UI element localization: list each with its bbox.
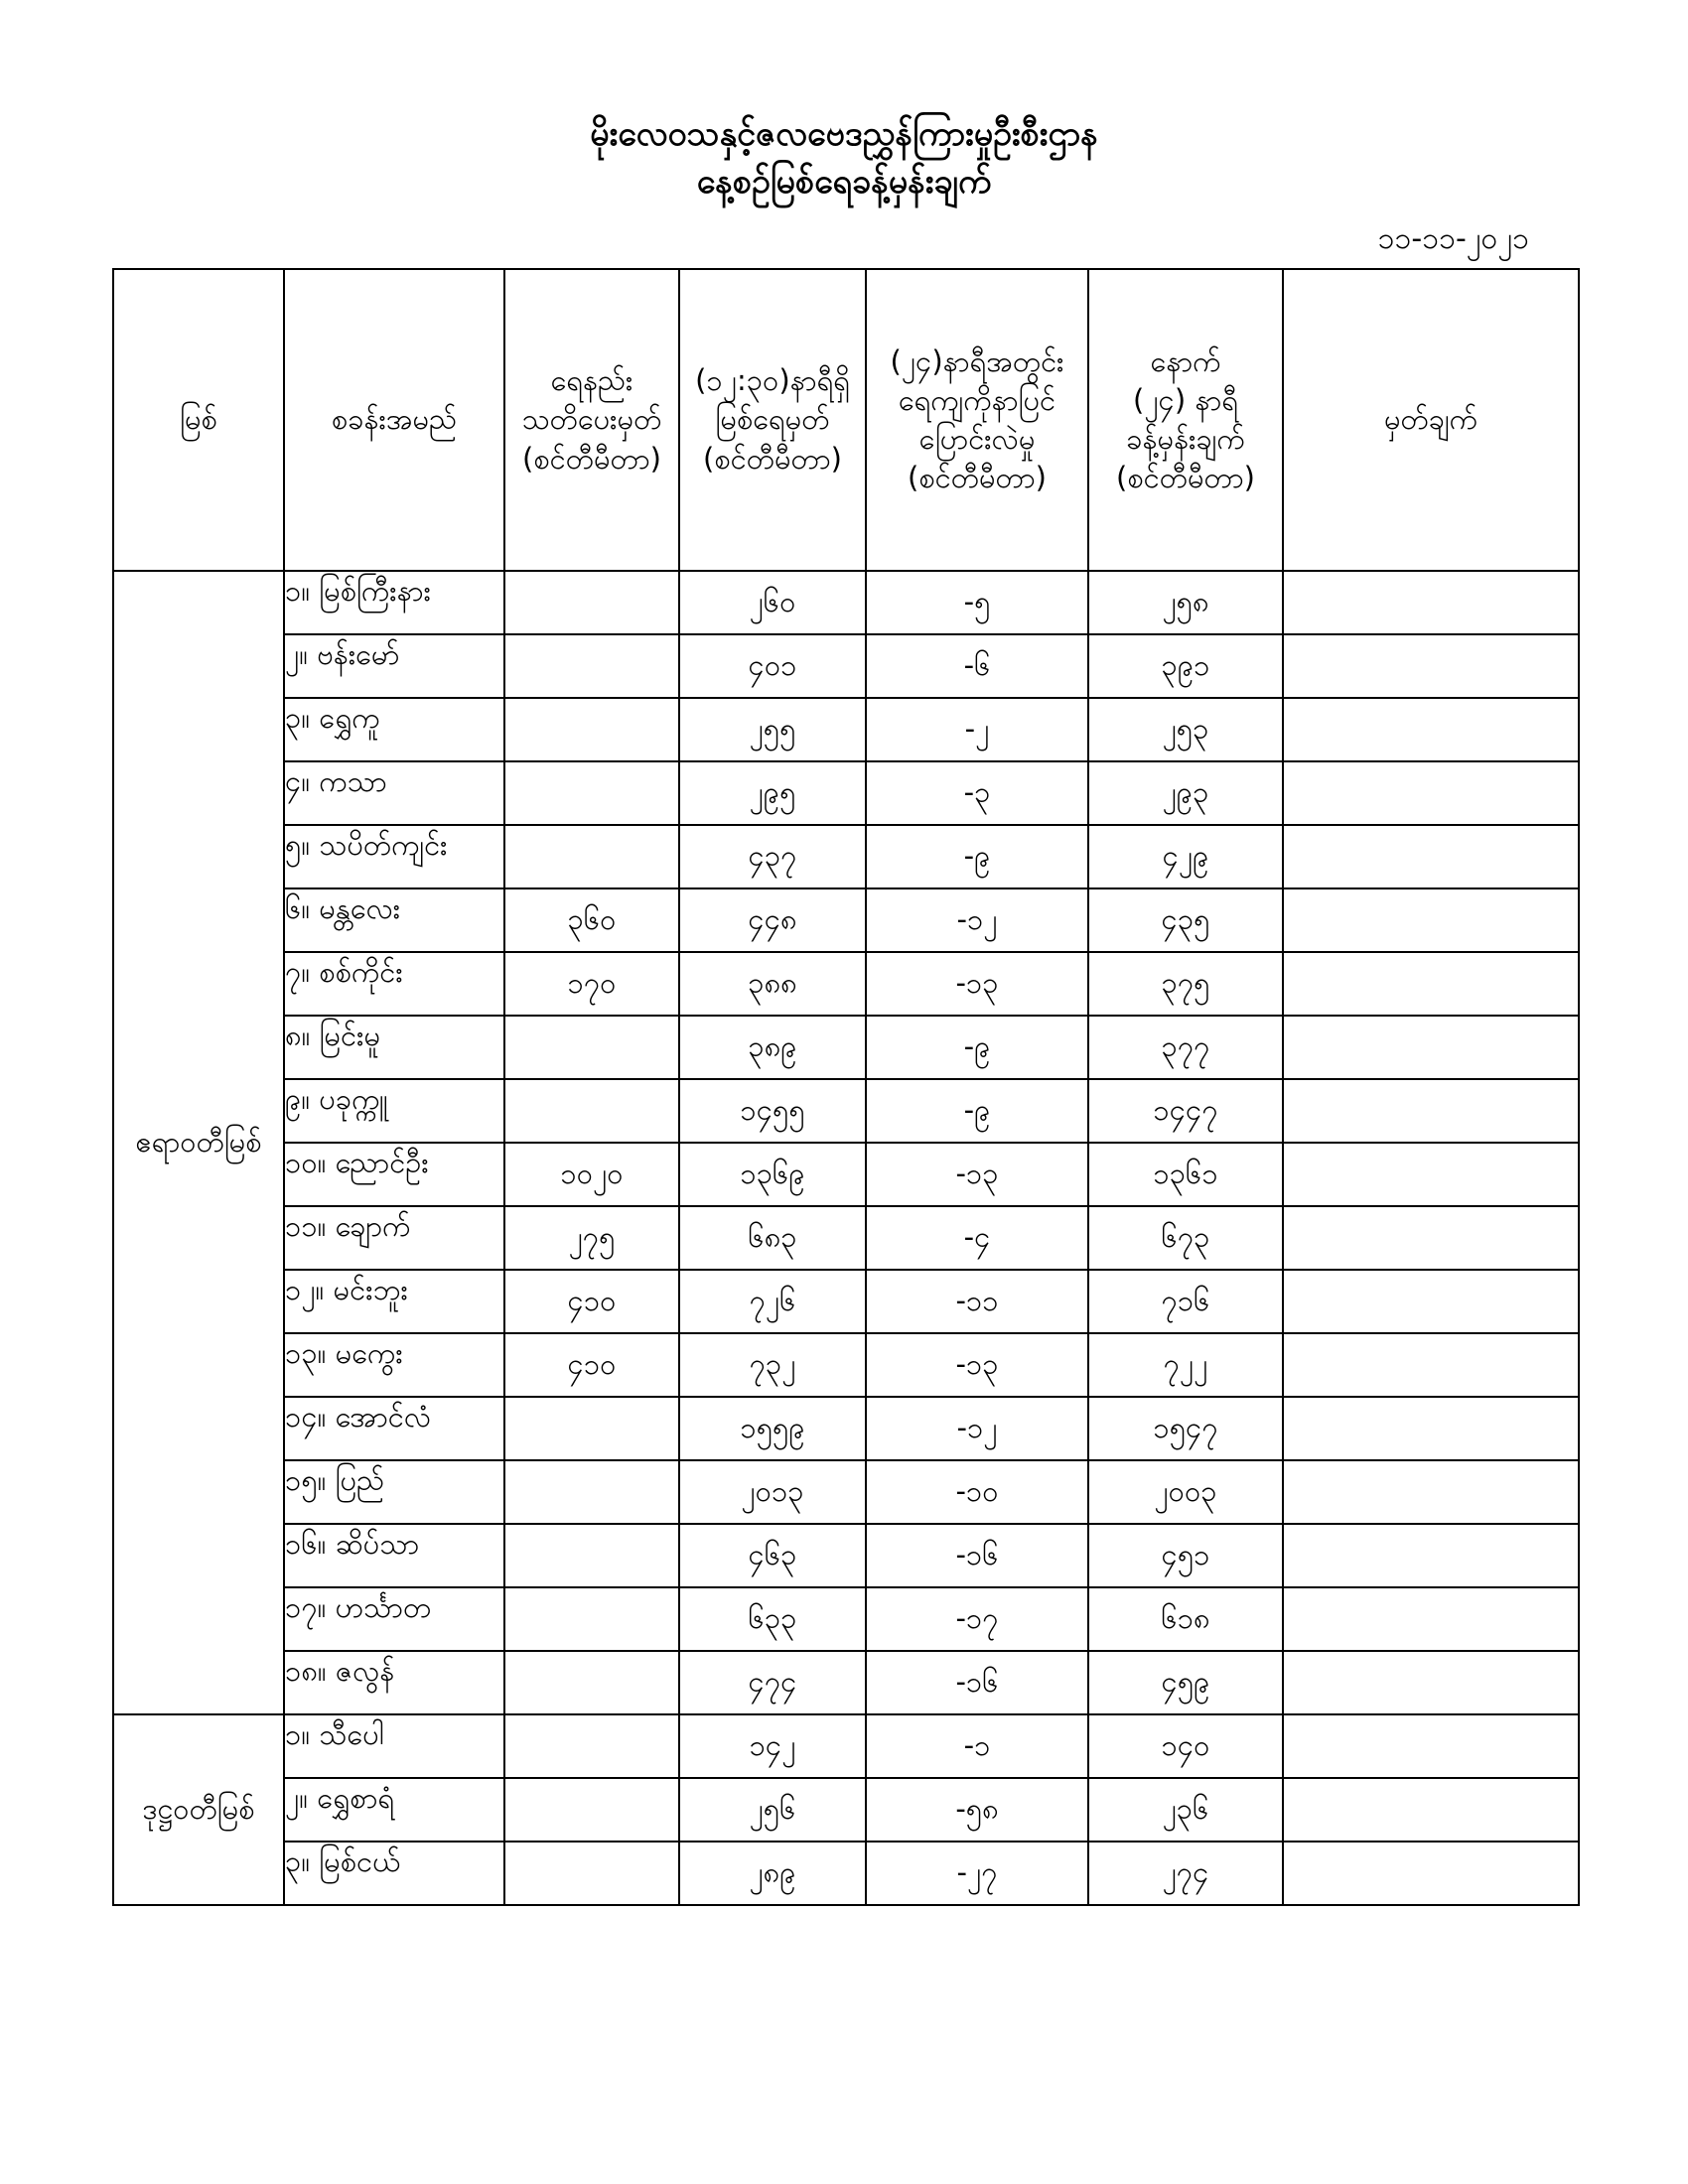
water-level-cell: ၄၃၇: [679, 825, 866, 888]
table-row: [113, 1016, 1579, 1079]
forecast-level-cell: ၃၉၁: [1088, 634, 1283, 698]
level-change-cell: -၉: [866, 825, 1088, 888]
table-header-row: [113, 269, 1579, 571]
forecast-level-cell: ၇၁၆: [1088, 1270, 1283, 1333]
station-name-cell: ၁၂။ မင်းဘူး: [284, 1270, 504, 1333]
remark-cell: [1283, 1714, 1579, 1778]
level-change-cell: -၁: [866, 1714, 1088, 1778]
water-level-cell: ၆၃၃: [679, 1587, 866, 1651]
header-line: ရေနည်း: [550, 363, 633, 398]
level-change-cell: -၂: [866, 698, 1088, 761]
header-forecast-24h: [1088, 269, 1283, 571]
forecast-level-cell: ၄၃၅: [1088, 888, 1283, 952]
station-name-cell: ၁၆။ ဆိပ်သာ: [284, 1524, 504, 1587]
table-row: [113, 1524, 1579, 1587]
level-change-cell: -၁၃: [866, 952, 1088, 1016]
table-row: [113, 634, 1579, 698]
station-name-cell: ၁၀။ ညောင်ဦး: [284, 1143, 504, 1206]
remark-cell: [1283, 1270, 1579, 1333]
danger-level-cell: ၁၇၀: [504, 952, 679, 1016]
table-row: [113, 952, 1579, 1016]
table-row: [113, 1651, 1579, 1714]
station-name-cell: ၈။ မြင်းမူ: [284, 1016, 504, 1079]
forecast-level-cell: ၁၅၄၇: [1088, 1397, 1283, 1460]
water-level-cell: ၄၆၃: [679, 1524, 866, 1587]
remark-cell: [1283, 1778, 1579, 1842]
water-level-cell: ၂၉၅: [679, 761, 866, 825]
table-row: [113, 1714, 1579, 1778]
level-change-cell: -၅: [866, 571, 1088, 634]
danger-level-cell: [504, 1714, 679, 1778]
station-name-cell: ၁၄။ အောင်လံ: [284, 1397, 504, 1460]
header-line: (စင်တီမီတာ): [522, 441, 661, 476]
danger-level-cell: ၂၇၅: [504, 1206, 679, 1270]
level-change-cell: -၁၁: [866, 1270, 1088, 1333]
station-name-cell: ၂။ ရွှေစာရံ: [284, 1778, 504, 1842]
remark-cell: [1283, 1079, 1579, 1143]
header-line: ခန့်မှန်းချက်: [1126, 422, 1245, 456]
station-name-cell: ၁။ သီပေါ: [284, 1714, 504, 1778]
level-change-cell: -၁၃: [866, 1333, 1088, 1397]
table-row: [113, 1270, 1579, 1333]
danger-level-cell: [504, 1778, 679, 1842]
danger-level-cell: [504, 1651, 679, 1714]
header-line: သတိပေးမှတ်: [521, 402, 662, 437]
water-level-cell: ၄၀၁: [679, 634, 866, 698]
danger-level-cell: [504, 698, 679, 761]
level-change-cell: -၅၈: [866, 1778, 1088, 1842]
level-change-cell: -၁၇: [866, 1587, 1088, 1651]
table-row: [113, 698, 1579, 761]
table-row: [113, 1206, 1579, 1270]
remark-cell: [1283, 698, 1579, 761]
water-level-cell: ၃၈၉: [679, 1016, 866, 1079]
station-name-cell: ၃။ မြစ်ငယ်: [284, 1842, 504, 1905]
header-line: ရေကျကိုနာပြင်: [898, 382, 1056, 417]
forecast-level-cell: ၂၇၄: [1088, 1842, 1283, 1905]
danger-level-cell: ၃၆၀: [504, 888, 679, 952]
remark-cell: [1283, 1842, 1579, 1905]
remark-cell: [1283, 1333, 1579, 1397]
remark-cell: [1283, 1587, 1579, 1651]
remark-cell: [1283, 1460, 1579, 1524]
header-line: (၂၄) နာရီ: [1133, 382, 1238, 417]
water-level-cell: ၂၈၉: [679, 1842, 866, 1905]
level-change-cell: -၁၆: [866, 1524, 1088, 1587]
danger-level-cell: [504, 1079, 679, 1143]
header-line: နောက်: [1150, 343, 1221, 378]
header-change-24h: [866, 269, 1088, 571]
remark-cell: [1283, 571, 1579, 634]
danger-level-cell: [504, 761, 679, 825]
station-name-cell: ၂။ ဗန်းမော်: [284, 634, 504, 698]
station-name-cell: ၃။ ရွှေကူ: [284, 698, 504, 761]
forecast-level-cell: ၄၅၁: [1088, 1524, 1283, 1587]
remark-cell: [1283, 634, 1579, 698]
water-level-cell: ၄၄၈: [679, 888, 866, 952]
table-row: [113, 1397, 1579, 1460]
forecast-level-cell: ၃၇၅: [1088, 952, 1283, 1016]
forecast-level-cell: ၂၃၆: [1088, 1778, 1283, 1842]
danger-level-cell: [504, 1397, 679, 1460]
header-line: (စင်တီမီတာ): [703, 441, 842, 476]
report-title: နေ့စဉ်မြစ်ရေခန့်မှန်းချက်: [696, 162, 992, 202]
forecast-level-cell: ၂၅၈: [1088, 571, 1283, 634]
table-row: [113, 761, 1579, 825]
table-row: [113, 1778, 1579, 1842]
danger-level-cell: [504, 1460, 679, 1524]
table-row: [113, 888, 1579, 952]
forecast-level-cell: ၄၂၉: [1088, 825, 1283, 888]
forecast-level-cell: ၁၄၀: [1088, 1714, 1283, 1778]
water-level-cell: ၁၄၂: [679, 1714, 866, 1778]
level-change-cell: -၄: [866, 1206, 1088, 1270]
forecast-level-cell: ၄၅၉: [1088, 1651, 1283, 1714]
table-row: [113, 1842, 1579, 1905]
header-line: (စင်တီမီတာ): [908, 461, 1047, 495]
station-name-cell: ၄။ ကသာ: [284, 761, 504, 825]
table-row: [113, 825, 1579, 888]
river-forecast-table: [112, 268, 1580, 1906]
forecast-level-cell: ၂၅၃: [1088, 698, 1283, 761]
remark-cell: [1283, 1397, 1579, 1460]
table-row: [113, 571, 1579, 634]
level-change-cell: -၆: [866, 634, 1088, 698]
remark-cell: [1283, 952, 1579, 1016]
header-line: (စင်တီမီတာ): [1116, 461, 1255, 495]
danger-level-cell: ၁၀၂၀: [504, 1143, 679, 1206]
danger-level-cell: ၄၁၀: [504, 1333, 679, 1397]
table-row: [113, 1143, 1579, 1206]
river-name-cell: ဧရာဝတီမြစ်: [113, 571, 284, 1714]
forecast-level-cell: ၁၃၆၁: [1088, 1143, 1283, 1206]
forecast-level-cell: ၆၁၈: [1088, 1587, 1283, 1651]
danger-level-cell: [504, 1016, 679, 1079]
water-level-cell: ၂၀၁၃: [679, 1460, 866, 1524]
forecast-level-cell: ၇၂၂: [1088, 1333, 1283, 1397]
water-level-cell: ၄၇၄: [679, 1651, 866, 1714]
danger-level-cell: [504, 1524, 679, 1587]
forecast-level-cell: ၂၀၀၃: [1088, 1460, 1283, 1524]
water-level-cell: ၇၂၆: [679, 1270, 866, 1333]
remark-cell: [1283, 825, 1579, 888]
station-name-cell: ၁၈။ ဇလွန်: [284, 1651, 504, 1714]
report-date: ၁၁-၁၁-၂၀၂၁: [1377, 221, 1529, 256]
agency-title: မိုးလေဝသနှင့်ဇလဗေဒညွှန်ကြားမှုဦးစီးဌာန: [590, 114, 1098, 154]
water-level-cell: ၃၈၈: [679, 952, 866, 1016]
danger-level-cell: [504, 1842, 679, 1905]
level-change-cell: -၁၃: [866, 1143, 1088, 1206]
station-name-cell: ၅။ သပိတ်ကျင်း: [284, 825, 504, 888]
station-name-cell: ၁။ မြစ်ကြီးနား: [284, 571, 504, 634]
level-change-cell: -၃: [866, 761, 1088, 825]
danger-level-cell: [504, 634, 679, 698]
remark-cell: [1283, 888, 1579, 952]
water-level-cell: ၁၃၆၉: [679, 1143, 866, 1206]
danger-level-cell: [504, 571, 679, 634]
water-level-cell: ၂၅၆: [679, 1778, 866, 1842]
level-change-cell: -၁၂: [866, 1397, 1088, 1460]
header-river: မြစ်: [113, 269, 284, 571]
header-station: စခန်းအမည်: [284, 269, 504, 571]
station-name-cell: ၁၁။ ချောက်: [284, 1206, 504, 1270]
header-remarks: မှတ်ချက်: [1283, 269, 1579, 571]
table-row: [113, 1333, 1579, 1397]
station-name-cell: ၁၇။ ဟင်္သာတ: [284, 1587, 504, 1651]
station-name-cell: ၁၅။ ပြည်: [284, 1460, 504, 1524]
remark-cell: [1283, 761, 1579, 825]
level-change-cell: -၁၂: [866, 888, 1088, 952]
remark-cell: [1283, 1524, 1579, 1587]
station-name-cell: ၆။ မန္တလေး: [284, 888, 504, 952]
danger-level-cell: [504, 825, 679, 888]
level-change-cell: -၉: [866, 1079, 1088, 1143]
header-line: မြစ်ရေမှတ်: [715, 402, 830, 437]
river-name-cell: ဒုဋ္ဌဝတီမြစ်: [113, 1714, 284, 1905]
level-change-cell: -၉: [866, 1016, 1088, 1079]
station-name-cell: ၇။ စစ်ကိုင်း: [284, 952, 504, 1016]
header-danger-level: [504, 269, 679, 571]
level-change-cell: -၂၇: [866, 1842, 1088, 1905]
danger-level-cell: ၄၁၀: [504, 1270, 679, 1333]
table-row: [113, 1587, 1579, 1651]
station-name-cell: ၁၃။ မကွေး: [284, 1333, 504, 1397]
remark-cell: [1283, 1206, 1579, 1270]
station-name-cell: ၉။ ပခုက္ကူ: [284, 1079, 504, 1143]
level-change-cell: -၁၀: [866, 1460, 1088, 1524]
header-water-level: [679, 269, 866, 571]
table-body: [113, 571, 1579, 1905]
water-level-cell: ၂၆၀: [679, 571, 866, 634]
table-row: [113, 1460, 1579, 1524]
remark-cell: [1283, 1016, 1579, 1079]
header-line: ပြောင်းလဲမှု: [918, 422, 1036, 456]
water-level-cell: ၁၅၅၉: [679, 1397, 866, 1460]
level-change-cell: -၁၆: [866, 1651, 1088, 1714]
forecast-level-cell: ၃၇၇: [1088, 1016, 1283, 1079]
water-level-cell: ၂၅၅: [679, 698, 866, 761]
water-level-cell: ၆၈၃: [679, 1206, 866, 1270]
danger-level-cell: [504, 1587, 679, 1651]
table-row: [113, 1079, 1579, 1143]
forecast-level-cell: ၂၉၃: [1088, 761, 1283, 825]
header-line: (၂၄)နာရီအတွင်း: [890, 343, 1064, 378]
water-level-cell: ၇၃၂: [679, 1333, 866, 1397]
remark-cell: [1283, 1651, 1579, 1714]
water-level-cell: ၁၄၅၅: [679, 1079, 866, 1143]
forecast-level-cell: ၁၄၄၇: [1088, 1079, 1283, 1143]
forecast-level-cell: ၆၇၃: [1088, 1206, 1283, 1270]
header-line: (၁၂:၃၀)နာရီရှိ: [695, 363, 850, 398]
remark-cell: [1283, 1143, 1579, 1206]
